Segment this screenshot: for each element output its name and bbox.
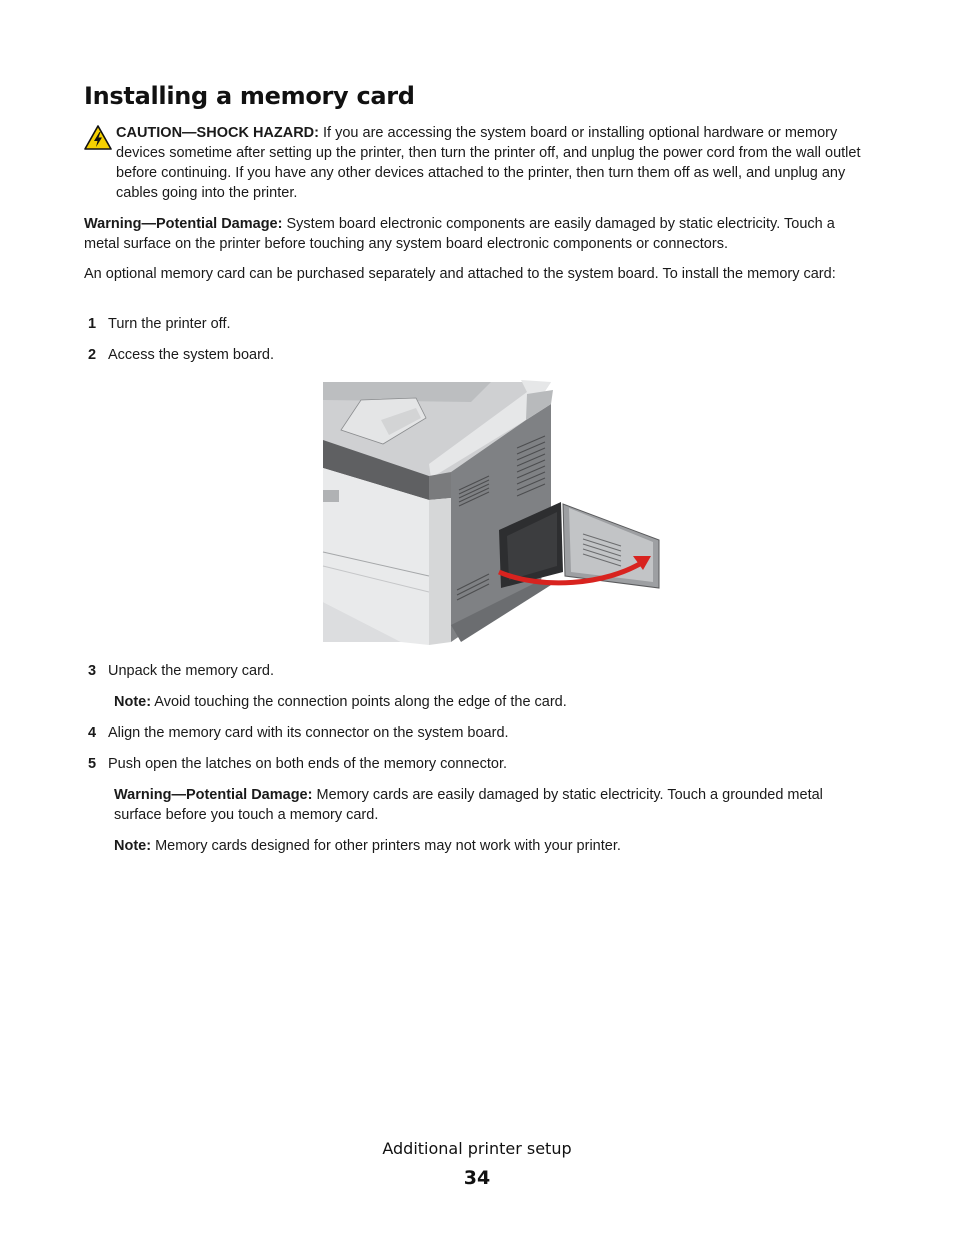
step-number: 3: [88, 663, 97, 679]
page-title: Installing a memory card: [84, 82, 415, 110]
printer-system-board-illustration: [321, 380, 661, 648]
step-text: Turn the printer off.: [108, 316, 231, 332]
step-text: Push open the latches on both ends of the memory connector.: [108, 756, 508, 772]
note-label: Note:: [114, 838, 152, 854]
step-number: 2: [88, 347, 97, 363]
caution-text: [116, 123, 874, 203]
step-number: 4: [88, 725, 97, 741]
note-body: Avoid touching the connection points along the edge of the card.: [151, 694, 567, 710]
caution-body: If you are accessing the system board or installing optional hardware or memory devices sometime after setting up the printer, then turn the printer off, and unplug the power cord from the wall outlet before continuing. If you have any other devices attached to the printer, then turn them off as well, and unplug any cables going into the printer.: [116, 125, 861, 201]
caution-label: CAUTION—SHOCK HAZARD:: [116, 125, 319, 141]
warning-body: System board electronic components are easily damaged by static electricity. Touch a metal surface on the printer before touching any system board electronic components or connectors.: [84, 216, 835, 252]
note-paragraph: [114, 692, 874, 712]
warning-label: Warning—Potential Damage:: [114, 787, 313, 803]
step-1: [88, 314, 868, 334]
note-paragraph-2: [114, 836, 874, 856]
warning-paragraph-2: [114, 785, 874, 825]
warning-label: Warning—Potential Damage:: [84, 216, 283, 232]
step-4: [88, 723, 868, 743]
step-number: 1: [88, 316, 97, 332]
warning-body: Memory cards are easily damaged by static electricity. Touch a grounded metal surface before you touch a memory card.: [114, 787, 823, 823]
caution-block: [84, 123, 874, 203]
step-3: [88, 661, 868, 681]
step-text: Unpack the memory card.: [108, 663, 275, 679]
step-number: 5: [88, 756, 97, 772]
warning-triangle-icon: [84, 125, 112, 150]
page-number: 34: [463, 1167, 491, 1189]
step-text: Access the system board.: [108, 347, 275, 363]
warning-paragraph: [84, 214, 874, 254]
step-5: [88, 754, 868, 774]
note-body: Memory cards designed for other printers may not work with your printer.: [151, 838, 621, 854]
footer-section-title: Additional printer setup: [382, 1139, 572, 1158]
step-2: [88, 345, 868, 365]
intro-paragraph: An optional memory card can be purchased separately and attached to the system board. To install the memory card:: [84, 266, 836, 282]
note-label: Note:: [114, 694, 152, 710]
step-text: Align the memory card with its connector on the system board.: [108, 725, 509, 741]
